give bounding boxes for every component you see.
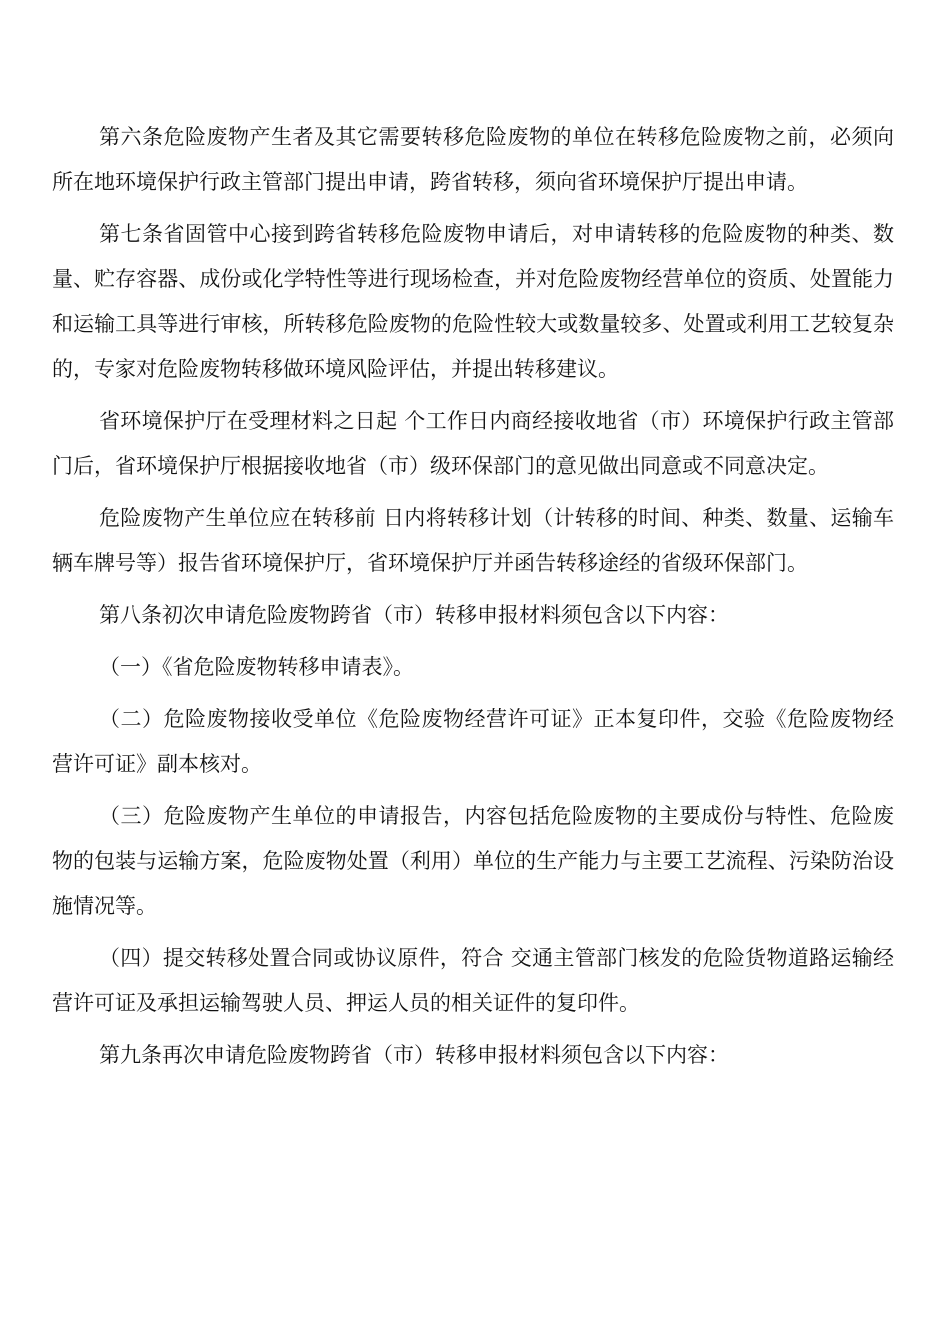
paragraph-article-9: 第九条再次申请危险废物跨省（市）转移申报材料须包含以下内容： xyxy=(99,1043,729,1067)
list-item-1: （一）《省危险废物转移申请表》。 xyxy=(99,655,414,679)
paragraph-transfer-plan-report: 危险废物产生单位应在转移前 日内将转移计划（计转移的时间、种类、数量、运输车辆车牌号等）报告省环境保护厅，省环境保护厅并函告转移途经的省级环保部门。 xyxy=(52,506,894,575)
paragraph-article-6: 第六条危险废物产生者及其它需要转移危险废物的单位在转移危险废物之前，必须向所在地环境保护行政主管部门提出申请，跨省转移，须向省环境保护厅提出申请。 xyxy=(52,125,894,194)
paragraph-article-8: 第八条初次申请危险废物跨省（市）转移申报材料须包含以下内容： xyxy=(99,603,729,627)
list-item-3: （三）危险废物产生单位的申请报告，内容包括危险废物的主要成份与特性、危险废物的包装与运输方案，危险废物处置（利用）单位的生产能力与主要工艺流程、污染防治设施情况等。 xyxy=(52,804,894,918)
paragraph-approval-deadline: 省环境保护厅在受理材料之日起 个工作日内商经接收地省（市）环境保护行政主管部门后，省环境保护厅根据接收地省（市）级环保部门的意见做出同意或不同意决定。 xyxy=(52,409,894,478)
list-item-2: （二）危险废物接收受单位《危险废物经营许可证》正本复印件，交验《危险废物经营许可证》副本核对。 xyxy=(52,707,894,776)
paragraph-article-7: 第七条省固管中心接到跨省转移危险废物申请后，对申请转移的危险废物的种类、数量、贮存容器、成份或化学特性等进行现场检查，并对危险废物经营单位的资质、处置能力和运输工具等进行审核，所转移危险废物的危险性较大或数量较多、处置或利用工艺较复杂的，专家对危险废物转移做环境风险评估，并提出转移建议。 xyxy=(52,222,894,381)
document-body xyxy=(52,115,894,1085)
list-item-4: （四）提交转移处置合同或协议原件，符合 交通主管部门核发的危险货物道路运输经营许可证及承担运输驾驶人员、押运人员的相关证件的复印件。 xyxy=(52,946,894,1015)
